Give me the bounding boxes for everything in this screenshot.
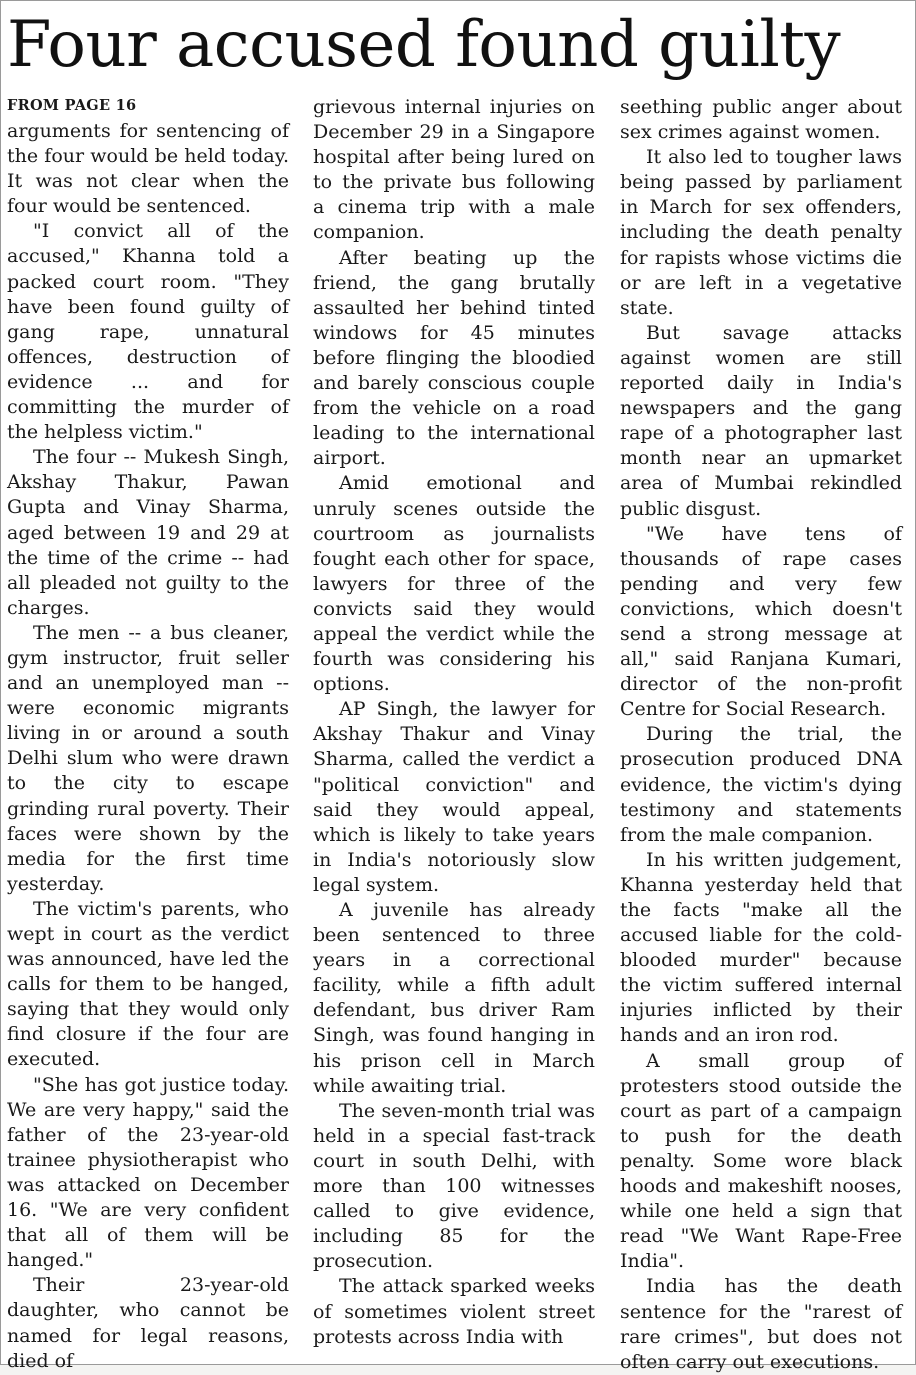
paragraph: Amid emotional and unruly scenes outside the courtroom as journalists fought each other for space, lawyers for three of the convicts said they would appeal the verdict while the fourth was considering his options. xyxy=(313,472,595,696)
article-column-2 xyxy=(313,95,595,1356)
headline: Four accused found guilty xyxy=(7,8,841,82)
paragraph: During the trial, the prosecution produced DNA evidence, the victim's dying testimony and statements from the male companion. xyxy=(620,723,902,846)
paragraph: The four -- Mukesh Singh, Akshay Thakur, Pawan Gupta and Vinay Sharma, aged between 19 and 29 at the time of the crime -- had all pleaded not guilty to the charges. xyxy=(7,446,289,619)
paragraph: AP Singh, the lawyer for Akshay Thakur and Vinay Sharma, called the verdict a "political conviction" and said they would appeal, which is likely to take years in India's notoriously slow legal system. xyxy=(313,698,595,896)
paragraph: A juvenile has already been sentenced to three years in a correctional facility, while a fifth adult defendant, bus driver Ram Singh, was found hanging in his prison cell in March while awaiting trial. xyxy=(313,899,595,1097)
paragraph: The seven-month trial was held in a special fast-track court in south Delhi, with more than 100 witnesses called to give evidence, including 85 for the prosecution. xyxy=(313,1099,595,1273)
paragraph: After beating up the friend, the gang brutally assaulted her behind tinted windows for 45 minutes before flinging the bloodied and barely conscious couple from the vehicle on a road leading to the international airport. xyxy=(313,246,595,470)
paragraph: The victim's parents, who wept in court as the verdict was announced, have led the calls for them to be hanged, saying that they would only find closure if the four are executed. xyxy=(7,897,289,1071)
article-column-1 xyxy=(7,95,289,1372)
paragraph: In his written judgement, Khanna yesterday held that the facts "make all the accused liable for the cold-blooded murder" because the victim suffered internal injuries inflicted by their hands and an iron rod. xyxy=(620,848,902,1047)
paragraph: seething public anger about sex crimes against women. xyxy=(620,96,902,144)
paragraph: "I convict all of the accused," Khanna told a packed court room. "They have been found guilty of gang rape, unnatural offences, destruction of evidence ... and for committing the murder of the helpless victim." xyxy=(7,220,289,444)
paragraph: The men -- a bus cleaner, gym instructor, fruit seller and an unemployed man -- were economic migrants living in or around a south Delhi slum who were drawn to the city to escape grinding rural poverty. Their faces were shown by the media for the first time yesterday. xyxy=(7,621,289,895)
paragraph: arguments for sentencing of the four would be held today. It was not clear when the four would be sentenced. xyxy=(7,120,289,218)
paragraph: "We have tens of thousands of rape cases pending and very few convictions, which doesn't send a strong message at all," said Ranjana Kumari, director of the non-profit Centre for Social Research. xyxy=(620,522,902,721)
article-column-3 xyxy=(620,95,902,1373)
continuation-kicker: FROM PAGE 16 xyxy=(7,97,137,114)
paragraph: India has the death sentence for the "rarest of rare crimes", but does not often carry out executions. xyxy=(620,1275,902,1373)
paragraph: The attack sparked weeks of sometimes violent street protests across India with xyxy=(313,1275,595,1348)
paragraph: grievous internal injuries on December 29 in a Singapore hospital after being lured on to the private bus following a cinema trip with a male companion. xyxy=(313,96,595,244)
paragraph: "She has got justice today. We are very happy," said the father of the 23-year-old trainee physiotherapist who was attacked on December 16. "We are very confident that all of them will be hanged." xyxy=(7,1073,289,1272)
paragraph: Their 23-year-old daughter, who cannot be named for legal reasons, died of xyxy=(7,1274,289,1372)
paragraph: A small group of protesters stood outside the court as part of a campaign to push for the death penalty. Some wore black hoods and makeshift nooses, while one held a sign that read "We Want Rape-Free India". xyxy=(620,1049,902,1273)
paragraph: It also led to tougher laws being passed by parliament in March for sex offenders, including the death penalty for rapists whose victims die or are left in a vegetative state. xyxy=(620,146,902,319)
paragraph: But savage attacks against women are still reported daily in India's newspapers and the gang rape of a photographer last month near an upmarket area of Mumbai rekindled public disgust. xyxy=(620,321,902,520)
